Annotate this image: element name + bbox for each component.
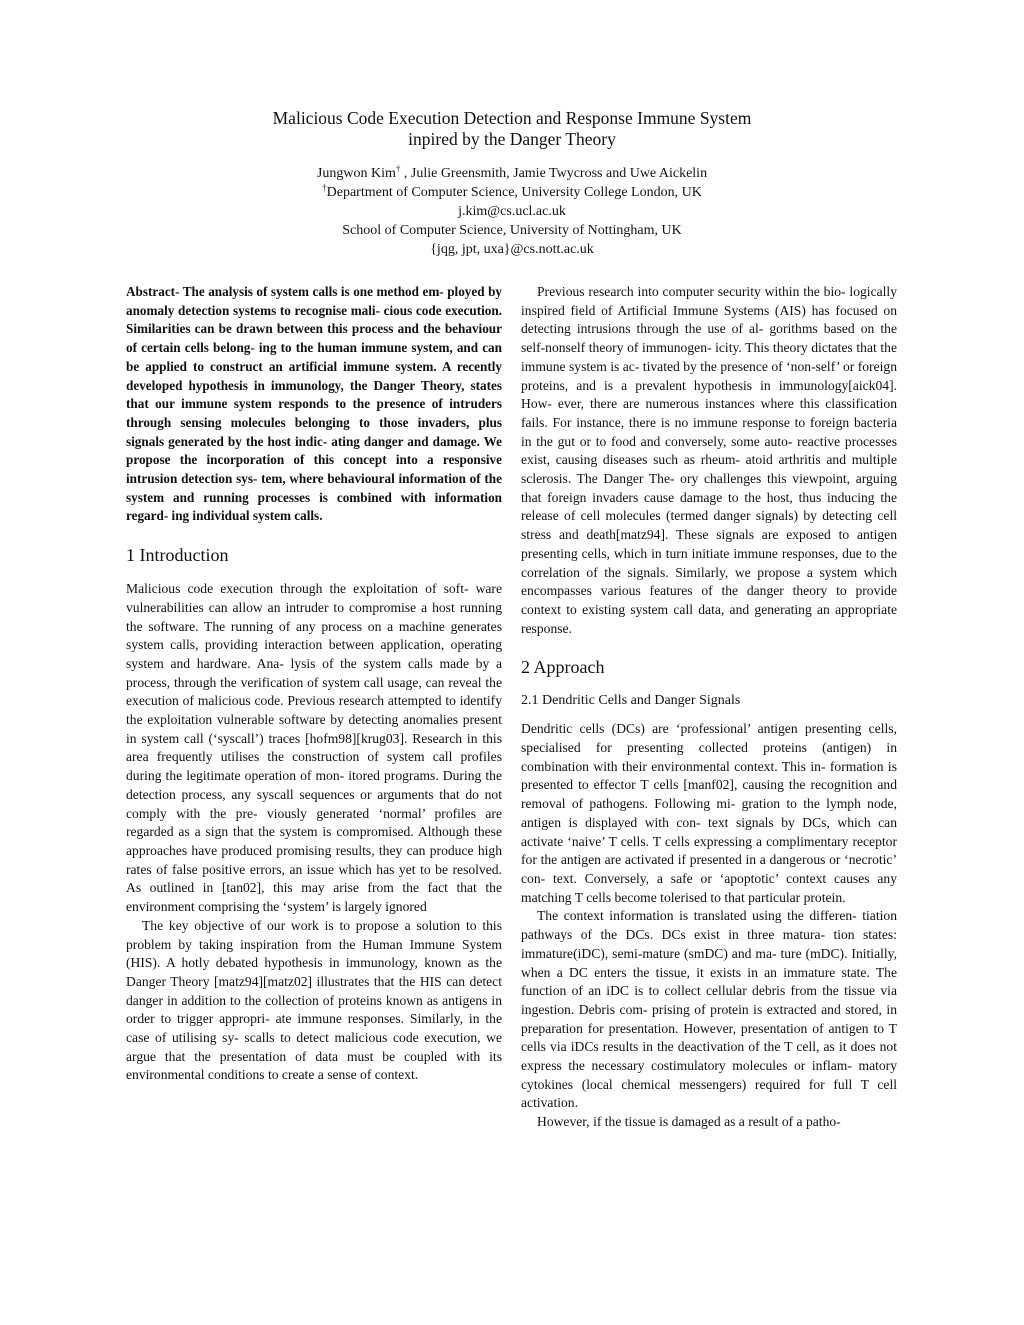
paragraph: The context information is translated using the differen- tiation pathways of the DCs. DCs exist in three matura- tion states: immature(iDC), semi-mature (smDC) and ma- ture (mDC). Initially, when a DC enters the tissue, it exists in an immature state. The function of an iDC is to collect cellular debris from the tissue via ingestion. Debris com- prising of protein is extracted and stored, in preparation for presentation. However, presentation of antigen to T cells via iDCs results in the deactivation of the T cell, as it does not express the necessary costimulatory molecules or inflam- matory cytokines (local chemical messengers) required for full T cell activation. [521,908,897,1111]
paragraph: However, if the tissue is damaged as a result of a patho- [537,1114,841,1130]
email-nottingham: {jqg, jpt, uxa}@cs.nott.ac.uk [430,242,594,257]
affiliation-ucl: †Department of Computer Science, University College London, UK [322,182,702,200]
email-ucl: j.kim@cs.ucl.ac.uk [458,204,566,219]
paragraph: Malicious code execution through the exploitation of soft- ware vulnerabilities can allow an intruder to compromise a host running the software. The running of any process on a machine generates system calls, providing interaction between application, operating system and hardware. Ana- lysis of the system calls made by a process, through the verification of system call usage, can reveal the execution of malicious code. Previous research attempted to identify the exploitation vulnerable software by detecting anomalies present in system call (‘syscall’) traces [hofm98][krug03]. Research in this area frequently utilises the construction of system call profiles during the legitimate operation of mon- itored programs. During the detection process, any syscall sequences or arguments that do not comply with the pre- viously generated ‘normal’ profiles are regarded as a sign that the system is compromised. Although these approaches have produced promising results, they can produce high rates of false positive errors, an issue which has yet to be resolved. As outlined in [tan02], this may arise from the fact that the environment comprising the ‘system’ is largely ignored [126,581,502,915]
right-column [521,283,897,1132]
left-column [126,283,502,1085]
paper-title [0,108,1024,150]
title-line-1: Malicious Code Execution Detection and Response Immune System [272,108,752,128]
affiliation-nottingham: School of Computer Science, University of Nottingham, UK [342,223,682,238]
dagger-mark: † [395,163,401,174]
abstract: Abstract- The analysis of system calls is one method em- ployed by anomaly detection systems to recognise mali- cious code execution. Similarities can be drawn between this process and the behaviour of certain cells belong- ing to the human immune system, and can be applied to construct an artificial immune system. A recently developed hypothesis in immunology, the Danger Theory, states that our immune system responds to the presence of intruders through sensing molecules belonging to those invaders, plus signals generated by the host indic- ating danger and damage. We propose the incorporation of this concept into a responsive intrusion detection sys- tem, where behavioural information of the system and running processes is combined with information regard- ing individual system calls. [126,284,502,524]
subsection-heading-dendritic-cells: 2.1 Dendritic Cells and Danger Signals [521,693,741,709]
section-heading-approach: 2 Approach [521,657,605,678]
paragraph: Dendritic cells (DCs) are ‘professional’ antigen presenting cells, specialised for presenting collected proteins (antigen) in combination with their environmental context. This in- formation is presented to effector T cells [manf02], causing the recognition and removal of pathogens. Following mi- gration to the lymph node, antigen is displayed with con- text signals by DCs, which can activate ‘naive’ T cells. T cells expressing a complimentary receptor for the antigen are activated if presented in a dangerous or ‘necrotic’ con- text. Conversely, a safe or ‘apoptotic’ context causes any matching T cells become tolerised to that particular protein. [521,721,897,905]
author-block [0,164,1024,259]
paragraph: Previous research into computer security within the bio- logically inspired field of Artificial Immune Systems (AIS) has focused on detecting intrusions through the use of al- gorithms based on the self-nonself theory of immunogen- icity. This theory dictates that the immune system is ac- tivated by the presence of ‘non-self’ or foreign proteins, and is a prevalent hypothesis in immunology[aick04]. How- ever, there are numerous instances where this classification fails. For instance, there is no immune response to foreign bacteria in the gut or to food and conversely, some auto- reactive processes exist, causing diseases such as rheum- atoid arthritis and multiple sclerosis. The Danger The- ory challenges this viewpoint, arguing that foreign invaders cause damage to the host, thus inducing the release of cell molecules (termed danger signals) by detecting cell stress and death[matz94]. These signals are exposed to antigen presenting cells, which in turn initiate immune responses, due to the correlation of the signals. Similarly, we propose a system which encompasses various features of the danger theory to provide context to existing system call data, and generating an appropriate response. [521,284,897,636]
paper-header [0,108,1024,259]
author-names: Jungwon Kim† , Julie Greensmith, Jamie Twycross and Uwe Aickelin [316,163,708,181]
title-line-2: inpired by the Danger Theory [408,129,616,149]
dagger-mark: † [322,182,327,193]
section-heading-introduction: 1 Introduction [126,545,229,566]
paragraph: The key objective of our work is to propose a solution to this problem by taking inspiration from the Human Immune System (HIS). A hotly debated hypothesis in immunology, known as the Danger Theory [matz94][matz02] illustrates that the HIS can detect danger in addition to the collection of proteins known as antigens in order to trigger appropri- ate immune responses. Similarly, in the case of utilising sy- scalls to detect malicious code execution, we argue that the presentation of data must be coupled with its environmental conditions to create a sense of context. [126,917,502,1083]
